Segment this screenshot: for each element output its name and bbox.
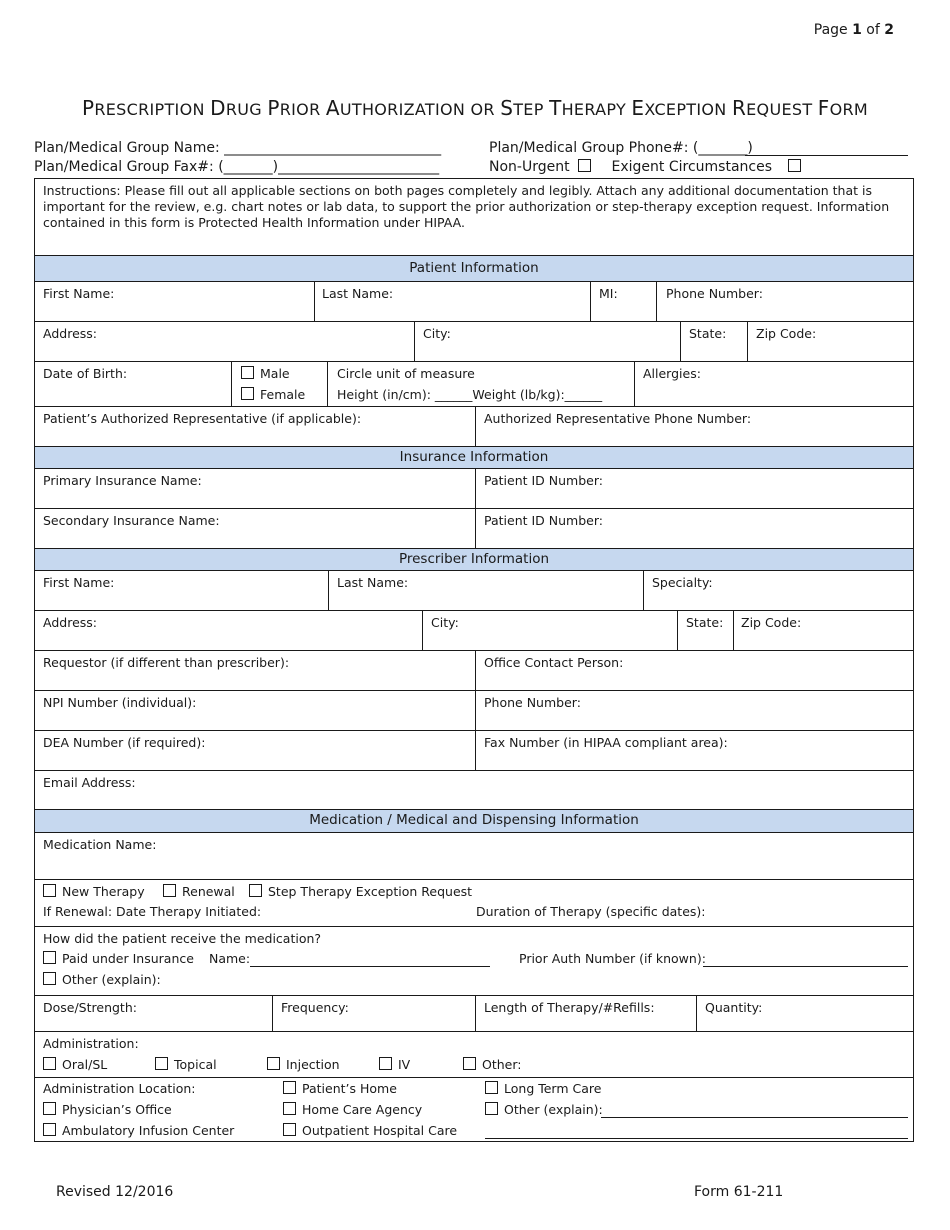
insurance-name-line[interactable] xyxy=(250,966,490,967)
dea-field[interactable]: DEA Number (if required): xyxy=(43,735,206,750)
patient-address-row xyxy=(35,321,913,361)
iv-option[interactable] xyxy=(379,1057,410,1072)
ambulatory-infusion-checkbox[interactable] xyxy=(43,1123,56,1136)
revised-date: Revised 12/2016 xyxy=(56,1184,174,1200)
patient-section-heading: Patient Information xyxy=(35,255,913,281)
title-word: STEP xyxy=(500,96,544,120)
exigent-label: Exigent Circumstances xyxy=(611,159,772,175)
email-row xyxy=(35,770,913,809)
patient-mi-field[interactable]: MI: xyxy=(599,286,618,301)
how-received-label: How did the patient receive the medication? xyxy=(43,931,322,946)
outpatient-hospital-label: Outpatient Hospital Care xyxy=(302,1123,458,1138)
prescriber-fax-field[interactable]: Fax Number (in HIPAA compliant area): xyxy=(484,735,728,750)
prescriber-phone-field[interactable]: Phone Number: xyxy=(484,695,581,710)
other-location-option[interactable] xyxy=(485,1102,603,1117)
home-care-agency-checkbox[interactable] xyxy=(283,1102,296,1115)
paid-insurance-label: Paid under Insurance xyxy=(62,951,194,966)
physicians-office-label: Physician’s Office xyxy=(62,1102,172,1117)
instructions-text: Instructions: Please fill out all applicable sections on both pages completely and legibly. Attach any additional documentation that is important for the review, e.g. chart notes or lab data, to support the prior authorization or step-therapy exception request. Information contained in this form is Protected Health Information under HIPAA. xyxy=(43,183,890,230)
other-location-label: Other (explain): xyxy=(504,1102,603,1117)
group-phone-underline xyxy=(745,155,908,156)
home-care-agency-option[interactable] xyxy=(283,1102,422,1117)
paid-insurance-option[interactable] xyxy=(43,951,194,966)
female-checkbox[interactable] xyxy=(241,387,254,400)
circle-unit-label: Circle unit of measure xyxy=(337,366,475,381)
group-fax-field[interactable]: Plan/Medical Group Fax#: (_______)_______________________ xyxy=(34,159,440,175)
patient-rep-row xyxy=(35,406,913,446)
title-word: REQUEST xyxy=(731,96,813,120)
injection-option[interactable] xyxy=(267,1057,340,1072)
topical-checkbox[interactable] xyxy=(155,1057,168,1070)
step-therapy-option[interactable] xyxy=(249,884,472,899)
administration-row xyxy=(35,1031,913,1077)
title-word: PRESCRIPTION xyxy=(81,96,205,120)
long-term-care-checkbox[interactable] xyxy=(485,1081,498,1094)
therapy-type-row xyxy=(35,879,913,926)
renewal-option[interactable] xyxy=(163,884,235,899)
ambulatory-infusion-label: Ambulatory Infusion Center xyxy=(62,1123,235,1138)
other-received-label: Other (explain): xyxy=(62,972,161,987)
oral-option[interactable] xyxy=(43,1057,107,1072)
authorized-rep-field[interactable]: Patient’s Authorized Representative (if applicable): xyxy=(43,411,362,426)
renewal-checkbox[interactable] xyxy=(163,884,176,897)
other-location-line[interactable] xyxy=(601,1117,908,1118)
oral-checkbox[interactable] xyxy=(43,1057,56,1070)
page-number: Page 1 of 2 xyxy=(813,22,894,38)
patient-dob-row xyxy=(35,361,913,406)
other-admin-checkbox[interactable] xyxy=(463,1057,476,1070)
long-term-care-option[interactable] xyxy=(485,1081,601,1096)
injection-label: Injection xyxy=(286,1057,340,1072)
prescriber-section-heading: Prescriber Information xyxy=(35,548,913,570)
patients-home-option[interactable] xyxy=(283,1081,397,1096)
authorized-rep-phone-field[interactable]: Authorized Representative Phone Number: xyxy=(484,411,752,426)
patient-dob-field[interactable]: Date of Birth: xyxy=(43,366,128,381)
renewal-label: Renewal xyxy=(182,884,235,899)
prescriber-first-name-field[interactable]: First Name: xyxy=(43,575,115,590)
prescriber-address-field[interactable]: Address: xyxy=(43,615,97,630)
prescriber-last-name-field[interactable]: Last Name: xyxy=(337,575,409,590)
prior-auth-label: Prior Auth Number (if known): xyxy=(519,951,706,966)
patient-last-name-field[interactable]: Last Name: xyxy=(322,286,394,301)
physicians-office-checkbox[interactable] xyxy=(43,1102,56,1115)
allergies-field[interactable]: Allergies: xyxy=(643,366,701,381)
therapy-length-field[interactable]: Length of Therapy/#Refills: xyxy=(484,1000,655,1015)
oral-label: Oral/SL xyxy=(62,1057,108,1072)
medication-name-row xyxy=(35,832,913,879)
form-number: Form 61-211 xyxy=(694,1184,784,1200)
prior-auth-line[interactable] xyxy=(703,966,908,967)
insurance-section-heading: Insurance Information xyxy=(35,446,913,468)
patient-phone-field[interactable]: Phone Number: xyxy=(666,286,763,301)
new-therapy-label: New Therapy xyxy=(62,884,145,899)
prescriber-address-row xyxy=(35,610,913,650)
primary-patient-id-field[interactable]: Patient ID Number: xyxy=(484,473,603,488)
primary-insurance-row xyxy=(35,468,913,508)
iv-checkbox[interactable] xyxy=(379,1057,392,1070)
therapy-duration-field[interactable]: Duration of Therapy (specific dates): xyxy=(476,904,706,919)
secondary-insurance-field[interactable]: Secondary Insurance Name: xyxy=(43,513,220,528)
non-urgent-checkbox[interactable] xyxy=(578,159,591,172)
sex-female-option[interactable] xyxy=(241,387,305,402)
prescriber-specialty-field[interactable]: Specialty: xyxy=(652,575,713,590)
patient-address-field[interactable]: Address: xyxy=(43,326,97,341)
physicians-office-option[interactable] xyxy=(43,1102,172,1117)
office-contact-field[interactable]: Office Contact Person: xyxy=(484,655,624,670)
email-field[interactable]: Email Address: xyxy=(43,775,136,790)
dose-field[interactable]: Dose/Strength: xyxy=(43,1000,137,1015)
insurance-name-label: Name: xyxy=(209,951,251,966)
patient-zip-field[interactable]: Zip Code: xyxy=(756,326,817,341)
topical-option[interactable] xyxy=(155,1057,217,1072)
group-phone-field[interactable]: Plan/Medical Group Phone#: (_______) xyxy=(489,140,753,156)
urgency-options xyxy=(489,159,807,175)
title-word: THERAPY xyxy=(549,96,627,120)
requestor-field[interactable]: Requestor (if different than prescriber): xyxy=(43,655,290,670)
npi-row xyxy=(35,690,913,730)
step-therapy-checkbox[interactable] xyxy=(249,884,262,897)
renewal-date-field[interactable]: If Renewal: Date Therapy Initiated: xyxy=(43,904,262,919)
patients-home-label: Patient’s Home xyxy=(302,1081,397,1096)
npi-field[interactable]: NPI Number (individual): xyxy=(43,695,197,710)
admin-location-label: Administration Location: xyxy=(43,1081,196,1096)
other-location-line-2[interactable] xyxy=(485,1138,908,1139)
administration-label: Administration: xyxy=(43,1036,139,1051)
prescriber-city-field[interactable]: City: xyxy=(431,615,459,630)
frequency-field[interactable]: Frequency: xyxy=(281,1000,349,1015)
long-term-care-label: Long Term Care xyxy=(504,1081,602,1096)
outpatient-hospital-option[interactable] xyxy=(283,1123,457,1138)
male-checkbox[interactable] xyxy=(241,366,254,379)
paid-insurance-checkbox[interactable] xyxy=(43,951,56,964)
prescriber-zip-field[interactable]: Zip Code: xyxy=(741,615,802,630)
medication-name-field[interactable]: Medication Name: xyxy=(43,837,157,852)
dose-row xyxy=(35,995,913,1031)
patient-state-field[interactable]: State: xyxy=(689,326,727,341)
patient-city-field[interactable]: City: xyxy=(423,326,451,341)
new-therapy-checkbox[interactable] xyxy=(43,884,56,897)
non-urgent-label: Non-Urgent xyxy=(489,159,570,175)
other-received-checkbox[interactable] xyxy=(43,972,56,985)
exigent-checkbox[interactable] xyxy=(788,159,801,172)
form-box xyxy=(34,178,914,1142)
group-name-field[interactable]: Plan/Medical Group Name: _______________________________ xyxy=(34,140,442,156)
other-admin-option[interactable] xyxy=(463,1057,521,1072)
admin-location-row xyxy=(35,1077,913,1143)
dea-row xyxy=(35,730,913,770)
other-location-checkbox[interactable] xyxy=(485,1102,498,1115)
new-therapy-option[interactable] xyxy=(43,884,145,899)
outpatient-hospital-checkbox[interactable] xyxy=(283,1123,296,1136)
other-received-option[interactable] xyxy=(43,972,161,987)
other-admin-label: Other: xyxy=(482,1057,522,1072)
topical-label: Topical xyxy=(174,1057,217,1072)
title-word: DRUG xyxy=(210,96,262,120)
female-label: Female xyxy=(260,387,306,402)
medication-section-heading: Medication / Medical and Dispensing Information xyxy=(35,809,913,832)
secondary-patient-id-field[interactable]: Patient ID Number: xyxy=(484,513,603,528)
quantity-field[interactable]: Quantity: xyxy=(705,1000,763,1015)
patient-first-name-field[interactable]: First Name: xyxy=(43,286,115,301)
prescriber-name-row xyxy=(35,570,913,610)
iv-label: IV xyxy=(398,1057,411,1072)
requestor-row xyxy=(35,650,913,690)
how-received-row xyxy=(35,926,913,995)
title-word: FORM xyxy=(817,96,869,120)
title-word: PRIOR xyxy=(267,96,321,120)
patients-home-checkbox[interactable] xyxy=(283,1081,296,1094)
male-label: Male xyxy=(260,366,290,381)
form-title xyxy=(0,96,950,120)
step-therapy-label: Step Therapy Exception Request xyxy=(268,884,473,899)
secondary-insurance-row xyxy=(35,508,913,548)
height-weight-field[interactable]: Height (in/cm): ______Weight (lb/kg):______ xyxy=(337,387,603,402)
primary-insurance-field[interactable]: Primary Insurance Name: xyxy=(43,473,202,488)
title-word: EXCEPTION xyxy=(631,96,727,120)
home-care-agency-label: Home Care Agency xyxy=(302,1102,423,1117)
title-word: AUTHORIZATION OR xyxy=(325,96,495,120)
ambulatory-infusion-option[interactable] xyxy=(43,1123,234,1138)
patient-name-row xyxy=(35,281,913,321)
injection-checkbox[interactable] xyxy=(267,1057,280,1070)
sex-male-option[interactable] xyxy=(241,366,290,381)
prescriber-state-field[interactable]: State: xyxy=(686,615,724,630)
